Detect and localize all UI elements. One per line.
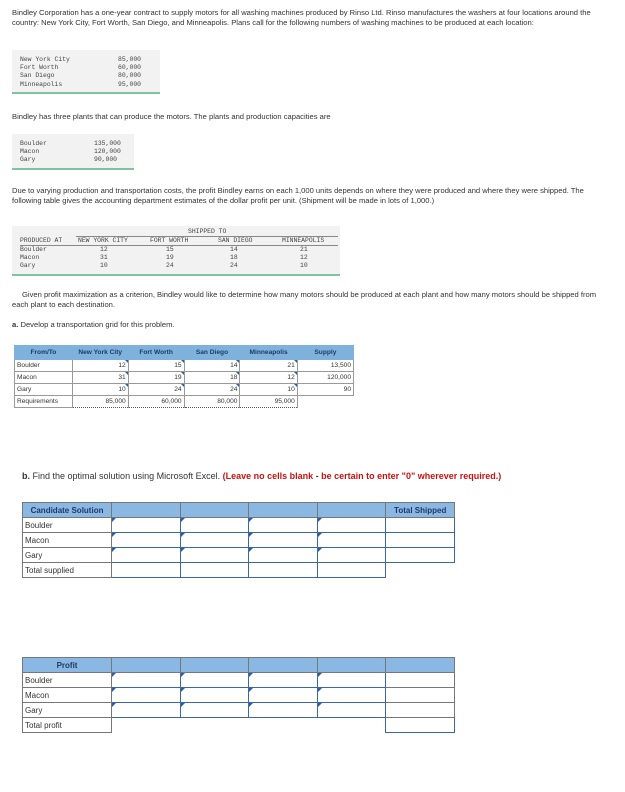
capacity-plant: Boulder [20, 140, 47, 147]
col-header: SAN DIEGO [218, 237, 253, 244]
profit-text: Due to varying production and transportation costs, the profit Bindley earns on each 1,000 units depends on where they were produced and where they were shipped. The following table gives the accounting department estimates of the dollar profit per unit. (Shipment will be made in lots of 1,000.) [12, 186, 584, 205]
grid-row-label: Boulder [15, 360, 73, 372]
total-profit-input[interactable] [386, 718, 455, 733]
capacity-qty: 120,000 [94, 148, 121, 156]
part-b-warning: (Leave no cells blank - be certain to enter "0" wherever required.) [222, 471, 502, 481]
profit-val: 24 [166, 262, 174, 269]
question-text: Given profit maximization as a criterion, Bindley would like to determine how many motors should be produced at each plant and how many motors should be shipped from each plant to each destination. [12, 290, 597, 309]
profit-val: 10 [300, 262, 308, 269]
grid-cost: 24 [184, 384, 240, 396]
profit-row-label: Total profit [23, 718, 112, 733]
total-shipped-header: Total Shipped [386, 503, 455, 518]
demand-qty: 80,000 [118, 72, 142, 80]
grid-cost: 18 [184, 372, 240, 384]
solution-row-label: Gary [23, 548, 112, 563]
profit-row-label: Gary [23, 703, 112, 718]
solution-input[interactable] [317, 548, 386, 563]
total-supplied-input[interactable] [317, 563, 386, 578]
profit-val: 10 [100, 262, 108, 269]
grid-header: From/To [15, 346, 73, 360]
profit-val: 21 [300, 246, 308, 253]
grid-cost: 14 [184, 360, 240, 372]
solution-input[interactable] [249, 518, 318, 533]
profit-row-label: Macon [23, 688, 112, 703]
grid-row-label: Gary [15, 384, 73, 396]
capacity-qty: 90,000 [94, 156, 118, 164]
profit-input[interactable] [249, 703, 318, 718]
solution-input[interactable] [180, 548, 249, 563]
grid-supply: 120,000 [297, 372, 353, 384]
grid-cost: 21 [240, 360, 297, 372]
solution-input[interactable] [317, 533, 386, 548]
demand-qty: 95,000 [118, 80, 142, 88]
part-b-label: b. [22, 471, 30, 481]
row-plant: Macon [20, 254, 40, 261]
profit-input[interactable] [317, 688, 386, 703]
profit-val: 24 [230, 262, 238, 269]
grid-header: New York City [72, 346, 128, 360]
demand-qty: 85,000 [118, 56, 142, 63]
grid-header: Fort Worth [128, 346, 184, 360]
profit-input[interactable] [249, 688, 318, 703]
grid-cost: 15 [128, 360, 184, 372]
solution-input[interactable] [112, 533, 181, 548]
profit-val: 12 [300, 254, 308, 261]
grid-header: Supply [297, 346, 353, 360]
profit-table [22, 657, 455, 733]
col-header: FORT WORTH [150, 237, 189, 244]
intro-text: Bindley Corporation has a one-year contract to supply motors for all washing machines produced by Rinso Ltd. Rinso manufactures the washers at four locations around the country: New York City, Fort Worth, San Diego, and Minneapolis. Plans call for the following numbers of washing machines to be produced at each location: [12, 8, 591, 27]
profit-input[interactable] [180, 703, 249, 718]
profit-val: 19 [166, 254, 174, 261]
profit-input[interactable] [180, 688, 249, 703]
solution-total-input[interactable] [386, 548, 455, 563]
solution-input[interactable] [249, 548, 318, 563]
profit-input[interactable] [112, 688, 181, 703]
grid-header: San Diego [184, 346, 240, 360]
capacity-qty: 135,000 [94, 140, 121, 147]
solution-title: Candidate Solution [23, 503, 112, 518]
part-b-text: Find the optimal solution using Microsoft Excel. [32, 471, 221, 481]
profit-val: 15 [166, 246, 174, 253]
row-plant: Gary [20, 262, 36, 269]
profit-input[interactable] [112, 703, 181, 718]
plants-text: Bindley has three plants that can produce the motors. The plants and production capacities are [12, 112, 331, 121]
profit-val: 31 [100, 254, 108, 261]
capacity-plant: Gary [20, 156, 36, 164]
grid-row-label: Macon [15, 372, 73, 384]
candidate-solution-table [22, 502, 455, 578]
solution-input[interactable] [180, 518, 249, 533]
grid-cost: 19 [128, 372, 184, 384]
shipped-to-label: SHIPPED TO [188, 228, 227, 235]
grid-cost: 10 [72, 384, 128, 396]
demand-city: Minneapolis [20, 80, 63, 88]
grid-cost: 10 [240, 384, 297, 396]
grid-supply: 90 [297, 384, 353, 396]
grid-req: 85,000 [72, 396, 128, 408]
grid-req: 95,000 [240, 396, 297, 408]
total-supplied-input[interactable] [180, 563, 249, 578]
solution-row-label: Total supplied [23, 563, 112, 578]
part-a-label: a. [12, 320, 19, 329]
solution-input[interactable] [249, 533, 318, 548]
grid-cost: 31 [72, 372, 128, 384]
solution-input[interactable] [180, 533, 249, 548]
transportation-grid [14, 345, 354, 408]
produced-at-label: PRODUCED AT [20, 237, 63, 244]
grid-req: 80,000 [184, 396, 240, 408]
grid-supply: 13,500 [297, 360, 353, 372]
demand-city: Fort Worth [20, 64, 59, 72]
part-b [22, 471, 501, 481]
profit-input[interactable] [180, 673, 249, 688]
profit-val: 18 [230, 254, 238, 261]
profit-input[interactable] [249, 673, 318, 688]
solution-input[interactable] [317, 518, 386, 533]
col-header: NEW YORK CITY [78, 237, 128, 244]
profit-per-unit-table [12, 226, 340, 276]
profit-title: Profit [23, 658, 112, 673]
total-supplied-input[interactable] [112, 563, 181, 578]
solution-total-input[interactable] [386, 518, 455, 533]
demand-city: New York City [20, 56, 70, 63]
profit-input[interactable] [317, 673, 386, 688]
profit-input[interactable] [112, 673, 181, 688]
grid-cost: 12 [72, 360, 128, 372]
solution-total-input[interactable] [386, 533, 455, 548]
demand-city: San Diego [20, 72, 55, 80]
row-plant: Boulder [20, 246, 47, 253]
part-a-text: Develop a transportation grid for this problem. [20, 320, 175, 329]
profit-row-label: Boulder [23, 673, 112, 688]
col-header: MINNEAPOLIS [282, 237, 325, 244]
grid-header: Minneapolis [240, 346, 297, 360]
profit-val: 12 [100, 246, 108, 253]
part-a [12, 320, 612, 330]
profit-val: 14 [230, 246, 238, 253]
demand-qty: 60,000 [118, 64, 142, 72]
grid-req-label: Requirements [15, 396, 73, 408]
solution-row-label: Macon [23, 533, 112, 548]
profit-input[interactable] [317, 703, 386, 718]
solution-row-label: Boulder [23, 518, 112, 533]
grid-cost: 12 [240, 372, 297, 384]
solution-input[interactable] [112, 548, 181, 563]
grid-cost: 24 [128, 384, 184, 396]
demand-table [12, 50, 160, 94]
total-supplied-input[interactable] [249, 563, 318, 578]
capacity-table [12, 134, 134, 170]
capacity-plant: Macon [20, 148, 40, 156]
solution-input[interactable] [112, 518, 181, 533]
grid-req: 60,000 [128, 396, 184, 408]
